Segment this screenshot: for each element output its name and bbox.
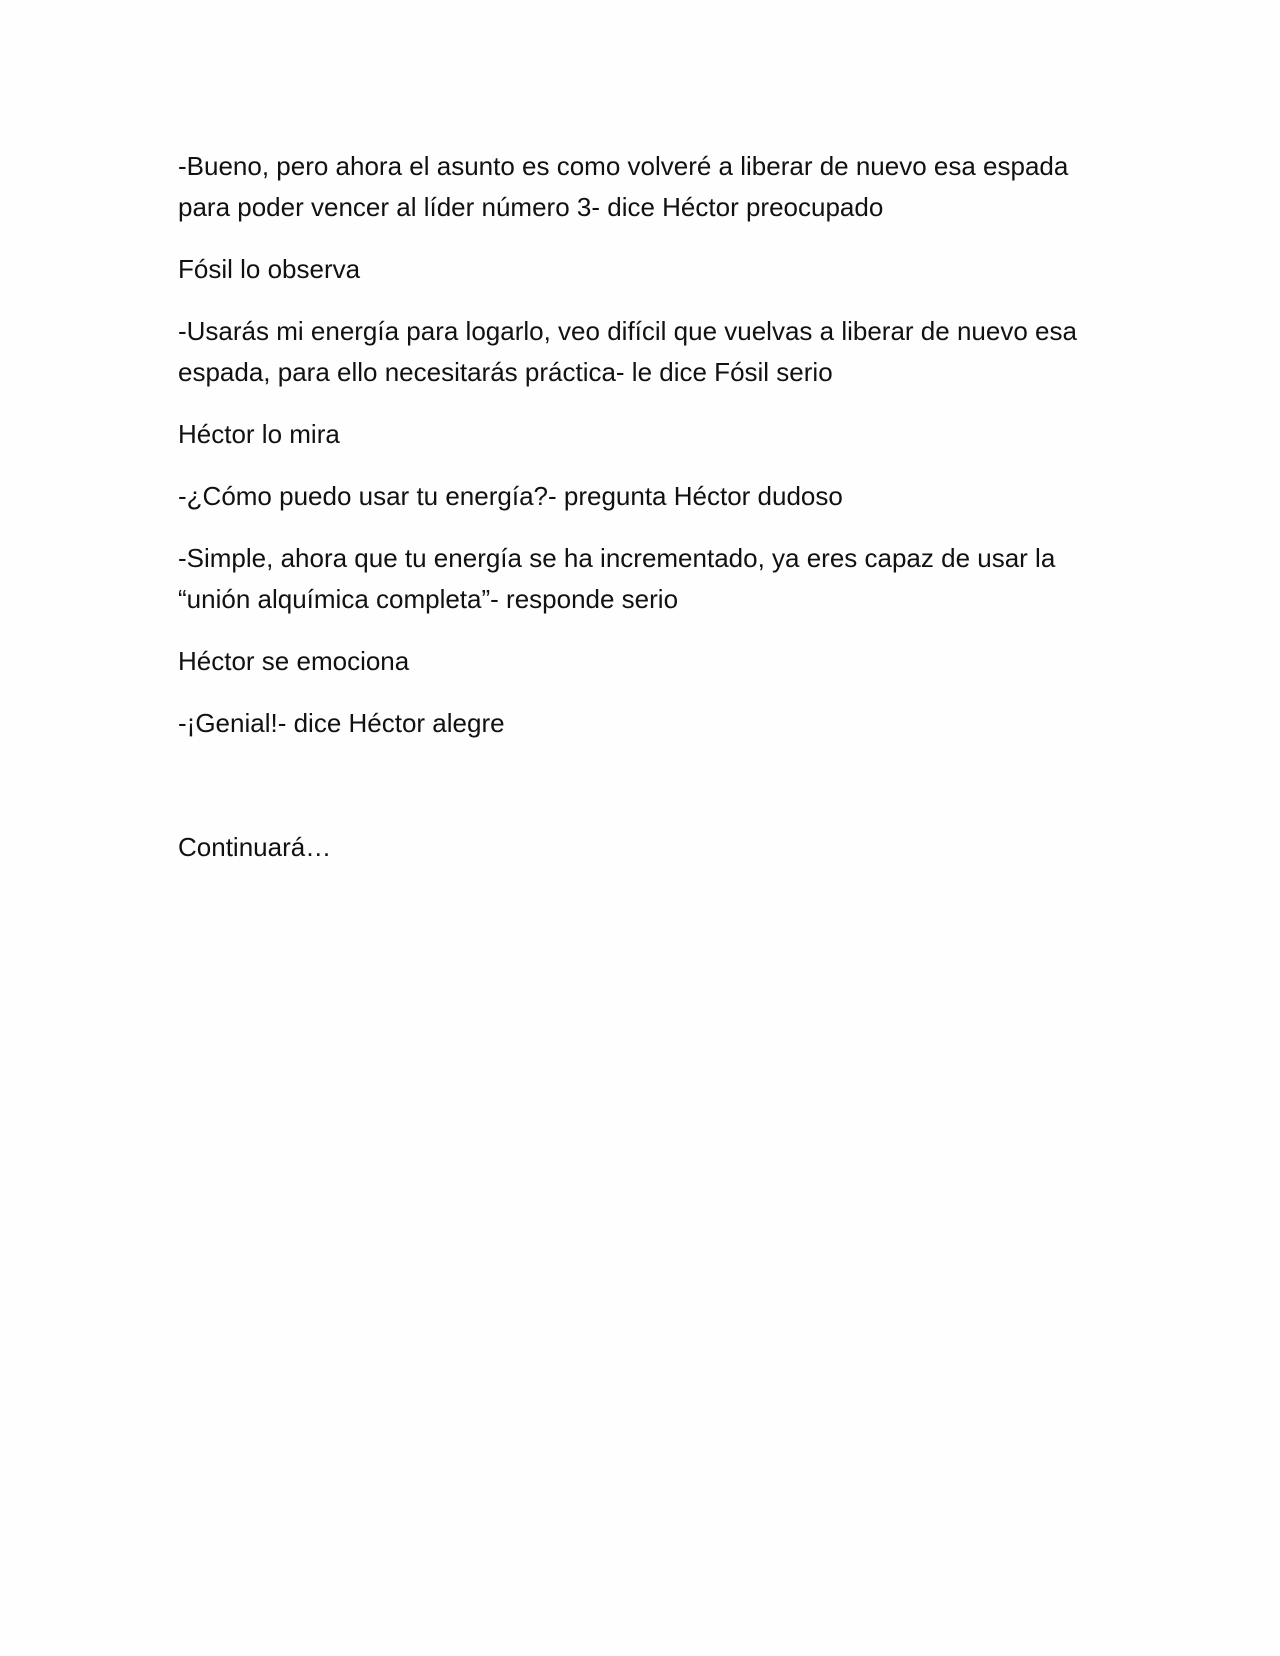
- paragraph-4: Héctor lo mira: [178, 419, 340, 449]
- blank-line: [178, 765, 1108, 806]
- paragraph-7: Héctor se emociona: [178, 646, 410, 676]
- paragraph-1: -Bueno, pero ahora el asunto es como volveré a liberar de nuevo esa espada para poder vencer al líder número 3- dice Héctor preocupado: [178, 151, 1069, 222]
- paragraph-8: -¡Genial!- dice Héctor alegre: [178, 708, 505, 738]
- paragraph-5: -¿Cómo puedo usar tu energía?- pregunta Héctor dudoso: [178, 481, 843, 511]
- paragraph-2: Fósil lo observa: [178, 254, 361, 284]
- paragraph-3: -Usarás mi energía para logarlo, veo difícil que vuelvas a liberar de nuevo esa espada, para ello necesitarás práctica- le dice Fósil serio: [178, 316, 1077, 387]
- closing-line: Continuará…: [178, 832, 332, 862]
- paragraph-6: -Simple, ahora que tu energía se ha incrementado, ya eres capaz de usar la “unión alquímica completa”- responde serio: [178, 543, 1056, 614]
- document-body: [178, 146, 1108, 889]
